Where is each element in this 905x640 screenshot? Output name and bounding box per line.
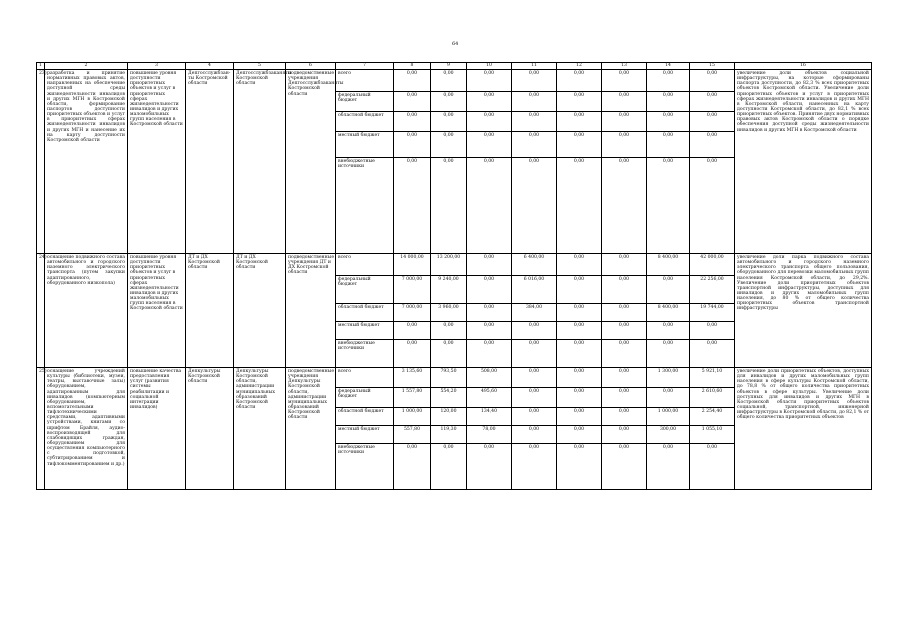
funding-value: 0,00 [557, 112, 602, 132]
funding-value: 0,00 [690, 112, 735, 132]
funding-value: 1 000,00 [394, 408, 431, 426]
funding-value: 0,00 [602, 444, 647, 490]
funding-source: внебюджетные источники [336, 158, 394, 254]
funding-value: 0,00 [602, 340, 647, 368]
funding-value: 0,00 [602, 408, 647, 426]
funding-value: 0,00 [467, 92, 512, 112]
funding-value: 0,00 [394, 92, 431, 112]
funding-value: 0,00 [467, 276, 512, 304]
funding-value: 0,00 [431, 444, 467, 490]
funding-value: 0,00 [431, 92, 467, 112]
funding-value: 0,00 [647, 322, 690, 340]
measure-cell: разработка и принятие нормативных правовых актов, направленных на обеспечение доступной среды жизнедеятельности инвалидов и других МГН в Костромской области, формирование паспортов доступности приоритетных объектов и услуг в приоритетных сферах жизнедеятельности инвалидов и других МГН и нанесение их на карту доступности Костромской области [45, 70, 128, 254]
funding-source: областной бюджет [336, 408, 394, 426]
funding-value: 0,00 [467, 304, 512, 322]
expected-result-cell: увеличение доли приоритетных объектов, доступных для инвалидов и других маломобильных групп населения в сфере культуры Костромской области, до 78,8 % от общего количества приоритетных объектов в сфере культуры. Увеличение доли доступных для инвалидов и других МГН в Костромской области приоритетных объектов социальной, транспортной, инженерной инфраструктуры в Костромской области, до 82,1 % от общего количества приоритетных объектов [735, 368, 872, 490]
row-number: 24) [37, 254, 45, 368]
funding-value: 384,00 [512, 304, 557, 322]
funding-source: областной бюджет [336, 112, 394, 132]
funding-value: 0,00 [690, 444, 735, 490]
funding-value: 0,00 [512, 158, 557, 254]
funding-value: 0,00 [431, 132, 467, 158]
column-header: 13 [602, 63, 647, 70]
funding-value: 8 400,00 [647, 254, 690, 276]
funding-value: 0,00 [602, 92, 647, 112]
funding-value: 0,00 [431, 70, 467, 92]
column-header: 6 [286, 63, 336, 70]
funding-value: 7 000,00 [394, 276, 431, 304]
goal-cell: повышение уровня доступности приоритетных объектов и услуг в приоритетных сферах жизнедеятельности инвалидов и других маломобильных групп населения в Костромской области [128, 70, 186, 254]
funding-value: 6 016,00 [512, 276, 557, 304]
funding-value: 0,00 [557, 340, 602, 368]
funding-value: 0,00 [394, 158, 431, 254]
funding-value: 0,00 [512, 368, 557, 388]
funding-value: 19 744,00 [690, 304, 735, 322]
funding-value: 0,00 [467, 158, 512, 254]
table-row [37, 70, 872, 92]
funding-value: 0,00 [557, 408, 602, 426]
funding-value: 0,00 [512, 388, 557, 408]
participants-cell: подведомственные учреждения Депгосслужбзаканяты Костромской области [286, 70, 336, 254]
funding-value: 0,00 [512, 112, 557, 132]
coordinator-cell: ДТ и ДХ Костромской области [186, 254, 234, 368]
funding-value: 0,00 [467, 322, 512, 340]
measure-cell: оснащение подвижного состава автомобильного и городского наземного электрического транспорта (путем закупки адаптированного, оборудованного низкопола) [45, 254, 128, 368]
column-header: 8 [394, 63, 431, 70]
funding-value: 9 240,00 [431, 276, 467, 304]
funding-value: 0,00 [431, 112, 467, 132]
funding-value: 0,00 [557, 158, 602, 254]
funding-value: 6 400,00 [512, 254, 557, 276]
column-header: 14 [647, 63, 690, 70]
funding-value: 1 300,00 [647, 368, 690, 388]
funding-source: всего [336, 368, 394, 388]
column-header: 10 [467, 63, 512, 70]
funding-value: 14 000,00 [394, 254, 431, 276]
funding-value: 7 000,00 [394, 304, 431, 322]
funding-value: 0,00 [602, 70, 647, 92]
funding-value: 0,00 [512, 322, 557, 340]
funding-source: всего [336, 254, 394, 276]
funding-value: 78,00 [467, 426, 512, 444]
funding-value: 134,40 [467, 408, 512, 426]
funding-value: 0,00 [557, 92, 602, 112]
row-number: 25) [37, 368, 45, 490]
funding-value: 557,80 [394, 426, 431, 444]
funding-value: 22 256,00 [690, 276, 735, 304]
funding-value: 0,00 [394, 322, 431, 340]
coordinator-cell: Депгосслужбзан-ты Костромской области [186, 70, 234, 254]
funding-value: 793,50 [431, 368, 467, 388]
funding-value: 0,00 [557, 70, 602, 92]
goal-cell: повышение качества предоставления услуг (развития системы реабилитации и социальной интеграции инвалидов) [128, 368, 186, 490]
column-header: 7 [336, 63, 394, 70]
funding-value: 554,20 [431, 388, 467, 408]
funding-value: 1 557,80 [394, 388, 431, 408]
funding-value: 42 000,00 [690, 254, 735, 276]
funding-value: 0,00 [431, 322, 467, 340]
funding-value: 0,00 [467, 254, 512, 276]
funding-value: 300,00 [647, 426, 690, 444]
funding-value: 0,00 [602, 368, 647, 388]
funding-value: 0,00 [690, 70, 735, 92]
funding-value: 119,30 [431, 426, 467, 444]
funding-value: 495,60 [467, 388, 512, 408]
column-header: 12 [557, 63, 602, 70]
table-row [37, 368, 872, 388]
funding-value: 0,00 [557, 368, 602, 388]
funding-value: 0,00 [647, 444, 690, 490]
funding-source: внебюджетные источники [336, 340, 394, 368]
executor-cell: Депгосслужбзаканяты Костромской области [234, 70, 286, 254]
column-header: 15 [690, 63, 735, 70]
funding-value: 0,00 [394, 112, 431, 132]
program-measures-table [36, 62, 872, 490]
funding-value: 0,00 [557, 444, 602, 490]
goal-cell: повышение уровня доступности приоритетных объектов и услуг в приоритетных сферах жизнедеятельности инвалидов и других маломобильных групп населения в Костромской области [128, 254, 186, 368]
funding-value: 0,00 [690, 132, 735, 158]
header-row [37, 63, 872, 70]
funding-value: 0,00 [647, 158, 690, 254]
funding-value: 0,00 [431, 158, 467, 254]
funding-value: 0,00 [394, 132, 431, 158]
funding-value: 0,00 [512, 70, 557, 92]
funding-value: 0,00 [602, 388, 647, 408]
funding-value: 0,00 [690, 340, 735, 368]
funding-value: 0,00 [512, 132, 557, 158]
column-header: 4 [186, 63, 234, 70]
funding-source: федеральный бюджет [336, 92, 394, 112]
funding-value: 0,00 [602, 112, 647, 132]
funding-value: 0,00 [602, 276, 647, 304]
funding-value: 0,00 [557, 304, 602, 322]
funding-source: местный бюджет [336, 132, 394, 158]
expected-result-cell: увеличение доли парка подвижного состава автомобильного и городского наземного электрического транспорта общего пользования, оборудованного для перевозки маломобильных групп населения Костромской области, до 29,2%. Увеличение доли приоритетных объектов транспортной инфраструктуры, доступных для инвалидов и других маломобильных групп населения, до 80 % от общего количества приоритетных объектов транспортной инфраструктуры [735, 254, 872, 368]
funding-value: 508,00 [467, 368, 512, 388]
funding-value: 0,00 [467, 340, 512, 368]
column-header: 16 [735, 63, 872, 70]
funding-value: 0,00 [512, 426, 557, 444]
funding-value: 0,00 [647, 388, 690, 408]
funding-value: 0,00 [647, 276, 690, 304]
funding-value: 0,00 [394, 444, 431, 490]
funding-value: 2 610,60 [690, 388, 735, 408]
funding-source: всего [336, 70, 394, 92]
funding-value: 0,00 [512, 92, 557, 112]
funding-value: 13 200,00 [431, 254, 467, 276]
funding-value: 0,00 [394, 340, 431, 368]
funding-value: 0,00 [557, 322, 602, 340]
funding-value: 0,00 [512, 340, 557, 368]
funding-value: 0,00 [690, 92, 735, 112]
funding-value: 0,00 [602, 426, 647, 444]
funding-source: местный бюджет [336, 322, 394, 340]
funding-source: федеральный бюджет [336, 276, 394, 304]
funding-value: 0,00 [602, 304, 647, 322]
funding-value: 0,00 [557, 276, 602, 304]
participants-cell: подведомственные учреждения ДТ и ДХ Костромской области [286, 254, 336, 368]
funding-value: 0,00 [647, 92, 690, 112]
funding-value: 120,00 [431, 408, 467, 426]
funding-value: 3 960,00 [431, 304, 467, 322]
funding-value: 0,00 [602, 254, 647, 276]
funding-value: 0,00 [647, 70, 690, 92]
funding-value: 0,00 [690, 158, 735, 254]
funding-value: 0,00 [647, 340, 690, 368]
funding-value: 0,00 [512, 444, 557, 490]
funding-source: местный бюджет [336, 426, 394, 444]
funding-value: 0,00 [394, 70, 431, 92]
funding-value: 0,00 [431, 340, 467, 368]
funding-value: 0,00 [690, 322, 735, 340]
funding-value: 0,00 [602, 132, 647, 158]
funding-value: 0,00 [467, 132, 512, 158]
funding-value: 0,00 [557, 254, 602, 276]
expected-result-cell: увеличение доли объектов социальной инфраструктуры, на которые сформированы паспорта доступности, до 82,3 % всех приоритетных объектов Костромской области. Увеличение доли приоритетных объектов и услуг в приоритетных сферах жизнедеятельности инвалидов и других МГН в Костромской области, нанесенных на карту доступности Костромской области, до 82,1 % всех приоритетных объектов. Принятие двух нормативных правовых актов Костромской области о порядке обеспечения доступной среды жизнедеятельности инвалидов и других МГН в Костромской области [735, 70, 872, 254]
funding-value: 8 400,00 [647, 304, 690, 322]
funding-value: 1 000,00 [647, 408, 690, 426]
column-header: 3 [128, 63, 186, 70]
funding-value: 0,00 [467, 70, 512, 92]
row-number: 23) [37, 70, 45, 254]
funding-value: 2 254,40 [690, 408, 735, 426]
coordinator-cell: Депкультуры Костромской области [186, 368, 234, 490]
funding-value: 3 135,60 [394, 368, 431, 388]
column-header: 1 [37, 63, 45, 70]
funding-value: 0,00 [602, 322, 647, 340]
executor-cell: Депкультуры Костромской области, администрации муниципальных образований Костромской области [234, 368, 286, 490]
funding-value: 0,00 [647, 132, 690, 158]
funding-value: 0,00 [557, 388, 602, 408]
funding-value: 0,00 [512, 408, 557, 426]
funding-value: 0,00 [602, 158, 647, 254]
funding-value: 0,00 [557, 132, 602, 158]
executor-cell: ДТ и ДХ Костромской области [234, 254, 286, 368]
measure-cell: оснащение учреждений культуры (библиотеки, музеи, театры, выставочные залы) оборудованием, адаптированным для инвалидов (компьютерным оборудованием, вспомогательными тифлотехническими средствами, адаптивными устройствами, книгами со шрифтом Брайля, аудио-воспроизводящей для слабовидящих граждан, оборудованием для осуществления компьютерного с подготовкой, субтитрированием и тифлокомментированием и др.) [45, 368, 128, 490]
funding-value: 0,00 [467, 444, 512, 490]
funding-value: 0,00 [467, 112, 512, 132]
funding-source: внебюджетные источники [336, 444, 394, 490]
funding-value: 0,00 [557, 426, 602, 444]
column-header: 11 [512, 63, 557, 70]
funding-value: 1 055,10 [690, 426, 735, 444]
funding-value: 0,00 [647, 112, 690, 132]
column-header: 2 [45, 63, 128, 70]
funding-source: областной бюджет [336, 304, 394, 322]
page-number: 64 [452, 41, 459, 47]
table-row [37, 254, 872, 276]
funding-source: федеральный бюджет [336, 388, 394, 408]
column-header: 9 [431, 63, 467, 70]
funding-value: 5 921,10 [690, 368, 735, 388]
participants-cell: подведомственные учреждения Депкультуры Костромской области, администрации муниципальных образований Костромской области [286, 368, 336, 490]
column-header: 5 [234, 63, 286, 70]
